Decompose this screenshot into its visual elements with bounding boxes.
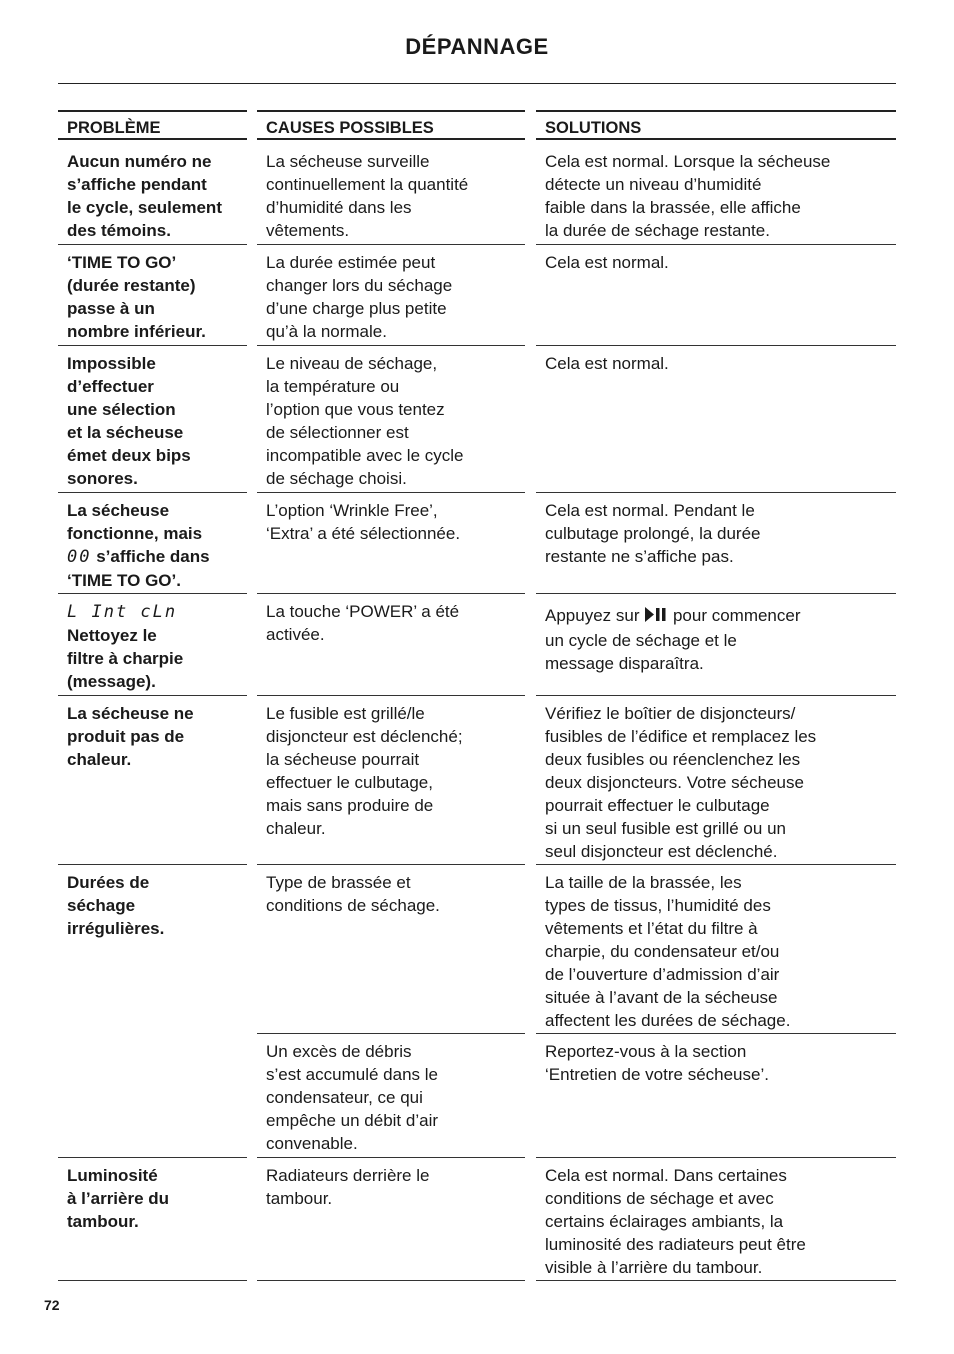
row-8-cause: Radiateurs derrière le tambour. bbox=[257, 1158, 525, 1281]
row-7-solution: La taille de la brassée, les types de tissus, l’humidité des vêtements et l’état du filtre à charpie, du condensateur et/ou de l’ouverture d’admission d’air située à l’avant de la sécheuse affectent les durées de séchage. bbox=[536, 865, 896, 1034]
header-problem: PROBLÈME bbox=[58, 110, 247, 140]
row-6-solution: Vérifiez le boîtier de disjoncteurs/ fusibles de l’édifice et remplacez les deux fusibles ou réenclenchez les deux disjoncteurs. Votre sécheuse pourrait effectuer le culbutage si un seul fusible est grillé ou un seul disjoncteur est déclenché. bbox=[536, 696, 896, 865]
row-5-solution bbox=[536, 594, 896, 696]
row-4-solution: Cela est normal. Pendant le culbutage prolongé, la durée restante ne s’affiche pas. bbox=[536, 493, 896, 594]
row-5-solution-part-a: Appuyez sur bbox=[545, 606, 640, 625]
row-2-solution: Cela est normal. bbox=[536, 245, 896, 346]
row-4-cause: L’option ‘Wrinkle Free’, ‘Extra’ a été sélectionnée. bbox=[257, 493, 525, 594]
row-7-problem: Durées de séchage irrégulières. bbox=[58, 865, 247, 1158]
display-message: L Int cLn bbox=[67, 602, 178, 622]
row-4-problem-part-b: s’affiche dans ‘TIME TO GO’. bbox=[67, 547, 210, 590]
row-2-problem: ‘TIME TO GO’ (durée restante) passe à un nombre inférieur. bbox=[58, 245, 247, 346]
row-4-problem-part-a: La sécheuse fonctionne, mais bbox=[67, 501, 203, 543]
row-3-cause: Le niveau de séchage, la température ou l’option que vous tentez de sélectionner est incompatible avec le cycle de séchage choisi. bbox=[257, 346, 525, 493]
row-7-cause: Type de brassée et conditions de séchage. bbox=[257, 865, 525, 1034]
row-1-solution: Cela est normal. Lorsque la sécheuse détecte un niveau d’humidité faible dans la brassée, elle affiche la durée de séchage restante. bbox=[536, 144, 896, 245]
row-7b-cause: Un excès de débris s’est accumulé dans le condensateur, ce qui empêche un débit d’air convenable. bbox=[257, 1034, 525, 1158]
row-3-solution: Cela est normal. bbox=[536, 346, 896, 493]
row-8-problem: Luminosité à l’arrière du tambour. bbox=[58, 1158, 247, 1281]
row-8-solution: Cela est normal. Dans certaines conditions de séchage et avec certains éclairages ambiants, la luminosité des radiateurs peut être visible à l’arrière du tambour. bbox=[536, 1158, 896, 1281]
row-6-cause: Le fusible est grillé/le disjoncteur est déclenché; la sécheuse pourrait effectuer le culbutage, mais sans produire de chaleur. bbox=[257, 696, 525, 865]
header-solutions: SOLUTIONS bbox=[536, 110, 896, 140]
row-4-problem bbox=[58, 493, 247, 594]
display-readout: 00 bbox=[67, 547, 92, 567]
row-1-cause: La sécheuse surveille continuellement la quantité d’humidité dans les vêtements. bbox=[257, 144, 525, 245]
row-5-solution-part-b: pour commencer un cycle de séchage et le message disparaîtra. bbox=[545, 606, 801, 673]
row-5-problem-text: Nettoyez le filtre à charpie (message). bbox=[67, 626, 184, 691]
row-6-problem: La sécheuse ne produit pas de chaleur. bbox=[58, 696, 247, 865]
title-divider bbox=[58, 83, 896, 84]
row-1-problem: Aucun numéro ne s’affiche pendant le cycle, seulement des témoins. bbox=[58, 144, 247, 245]
page-number: 72 bbox=[44, 1297, 60, 1313]
play-pause-icon bbox=[644, 606, 668, 629]
row-3-problem: Impossible d’effectuer une sélection et la sécheuse émet deux bips sonores. bbox=[58, 346, 247, 493]
row-7b-solution: Reportez-vous à la section ‘Entretien de votre sécheuse’. bbox=[536, 1034, 896, 1158]
row-2-cause: La durée estimée peut changer lors du séchage d’une charge plus petite qu’à la normale. bbox=[257, 245, 525, 346]
header-causes: CAUSES POSSIBLES bbox=[257, 110, 525, 140]
page-title: DÉPANNAGE bbox=[405, 34, 549, 59]
row-5-cause: La touche ‘POWER’ a été activée. bbox=[257, 594, 525, 696]
row-5-problem bbox=[58, 594, 247, 696]
